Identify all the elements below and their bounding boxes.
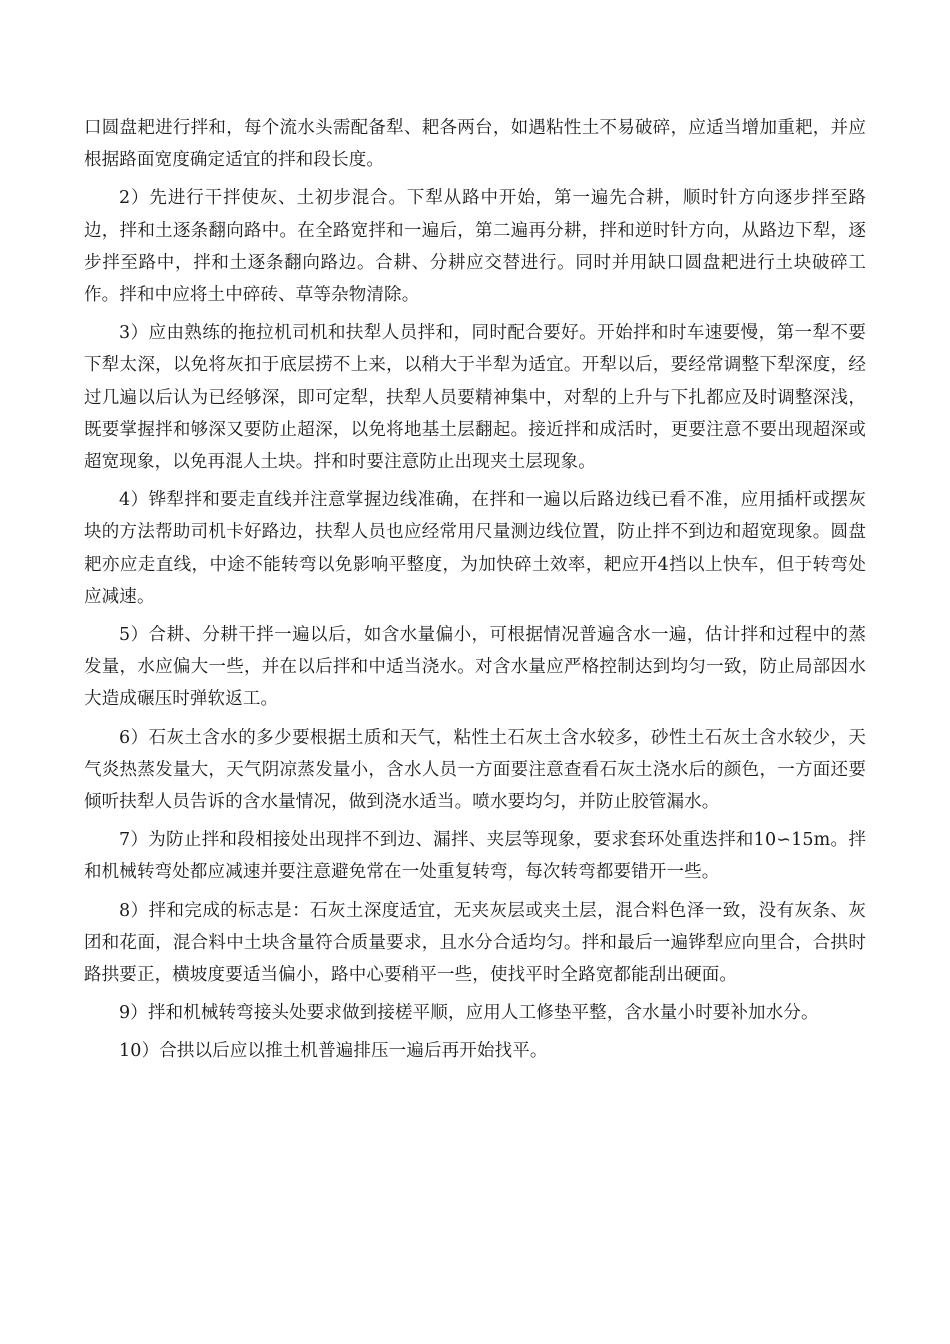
paragraph-item-9: 9）拌和机械转弯接头处要求做到接槎平顺，应用人工修垫平整，含水量小时要补加水分。 <box>119 1003 819 1024</box>
paragraph-continuation: 口圆盘耙进行拌和，每个流水头需配备犁、耙各两台，如遇粘性土不易破碎，应适当增加重耙，并应根据路面宽度确定适宜的拌和段长度。 <box>84 118 866 171</box>
paragraph-item-5: 5）合耕、分耕干拌一遍以后，如含水量偏小，可根据情况普遍含水一遍，估计拌和过程中的蒸发量，水应偏大一些，并在以后拌和中适当浇水。对含水量应严格控制达到均匀一致，防止局部因水大造成碾压时弹软返工。 <box>84 625 866 710</box>
document-page <box>84 112 866 1074</box>
paragraph-item-2: 2）先进行干拌使灰、土初步混合。下犁从路中开始，第一遍先合耕，顺时针方向逐步拌至路边，拌和土逐条翻向路中。在全路宽拌和一遍后，第二遍再分耕，拌和逆时针方向，从路边下犁，逐步拌至路中，拌和土逐条翻向路边。合耕、分耕应交替进行。同时并用缺口圆盘耙进行土块破碎工作。拌和中应将土中碎砖、草等杂物清除。 <box>84 188 866 306</box>
paragraph-item-7: 7）为防止拌和段相接处出现拌不到边、漏拌、夹层等现象，要求套环处重迭拌和10∽15m。拌和机械转弯处都应减速并要注意避免常在一处重复转弯，每次转弯都要错开一些。 <box>84 830 866 883</box>
paragraph-item-10: 10）合拱以后应以推土机普遍排压一遍后再开始找平。 <box>119 1041 548 1062</box>
paragraph-item-3: 3）应由熟练的拖拉机司机和扶犁人员拌和，同时配合要好。开始拌和时车速要慢，第一犁不要下犁太深，以免将灰扣于底层捞不上来，以稍大于半犁为适宜。开犁以后，要经常调整下犁深度，经过几遍以后认为已经够深，即可定犁，扶犁人员要精神集中，对犁的上升与下扎都应及时调整深浅，既要掌握拌和够深又要防止超深，以免将地基土层翻起。接近拌和成活时，更要注意不要出现超深或超宽现象，以免再混人土块。拌和时要注意防止出现夹土层现象。 <box>84 323 866 473</box>
paragraph-item-6: 6）石灰土含水的多少要根据土质和天气，粘性土石灰土含水较多，砂性土石灰土含水较少，天气炎热蒸发量大，天气阴凉蒸发量小，含水人员一方面要注意查看石灰土浇水后的颜色，一方面还要倾听扶犁人员告诉的含水量情况，做到浇水适当。喷水要均匀，并防止胶管漏水。 <box>84 727 866 813</box>
paragraph-item-8: 8）拌和完成的标志是：石灰土深度适宜，无夹灰层或夹土层，混合料色泽一致，没有灰条、灰团和花面，混合料中土块含量符合质量要求，且水分合适均匀。拌和最后一遍铧犁应向里合，合拱时路拱要正，横坡度要适当偏小，路中心要稍平一些，使找平时全路宽都能刮出硬面。 <box>84 900 866 986</box>
paragraph-item-4: 4）铧犁拌和要走直线并注意掌握边线准确，在拌和一遍以后路边线已看不准，应用插杆或摆灰块的方法帮助司机卡好路边，扶犁人员也应经常用尺量测边线位置，防止拌不到边和超宽现象。圆盘耙亦应走直线，中途不能转弯以免影响平整度，为加快碎土效率，耙应开4挡以上快车，但于转弯处应减速。 <box>84 490 866 607</box>
